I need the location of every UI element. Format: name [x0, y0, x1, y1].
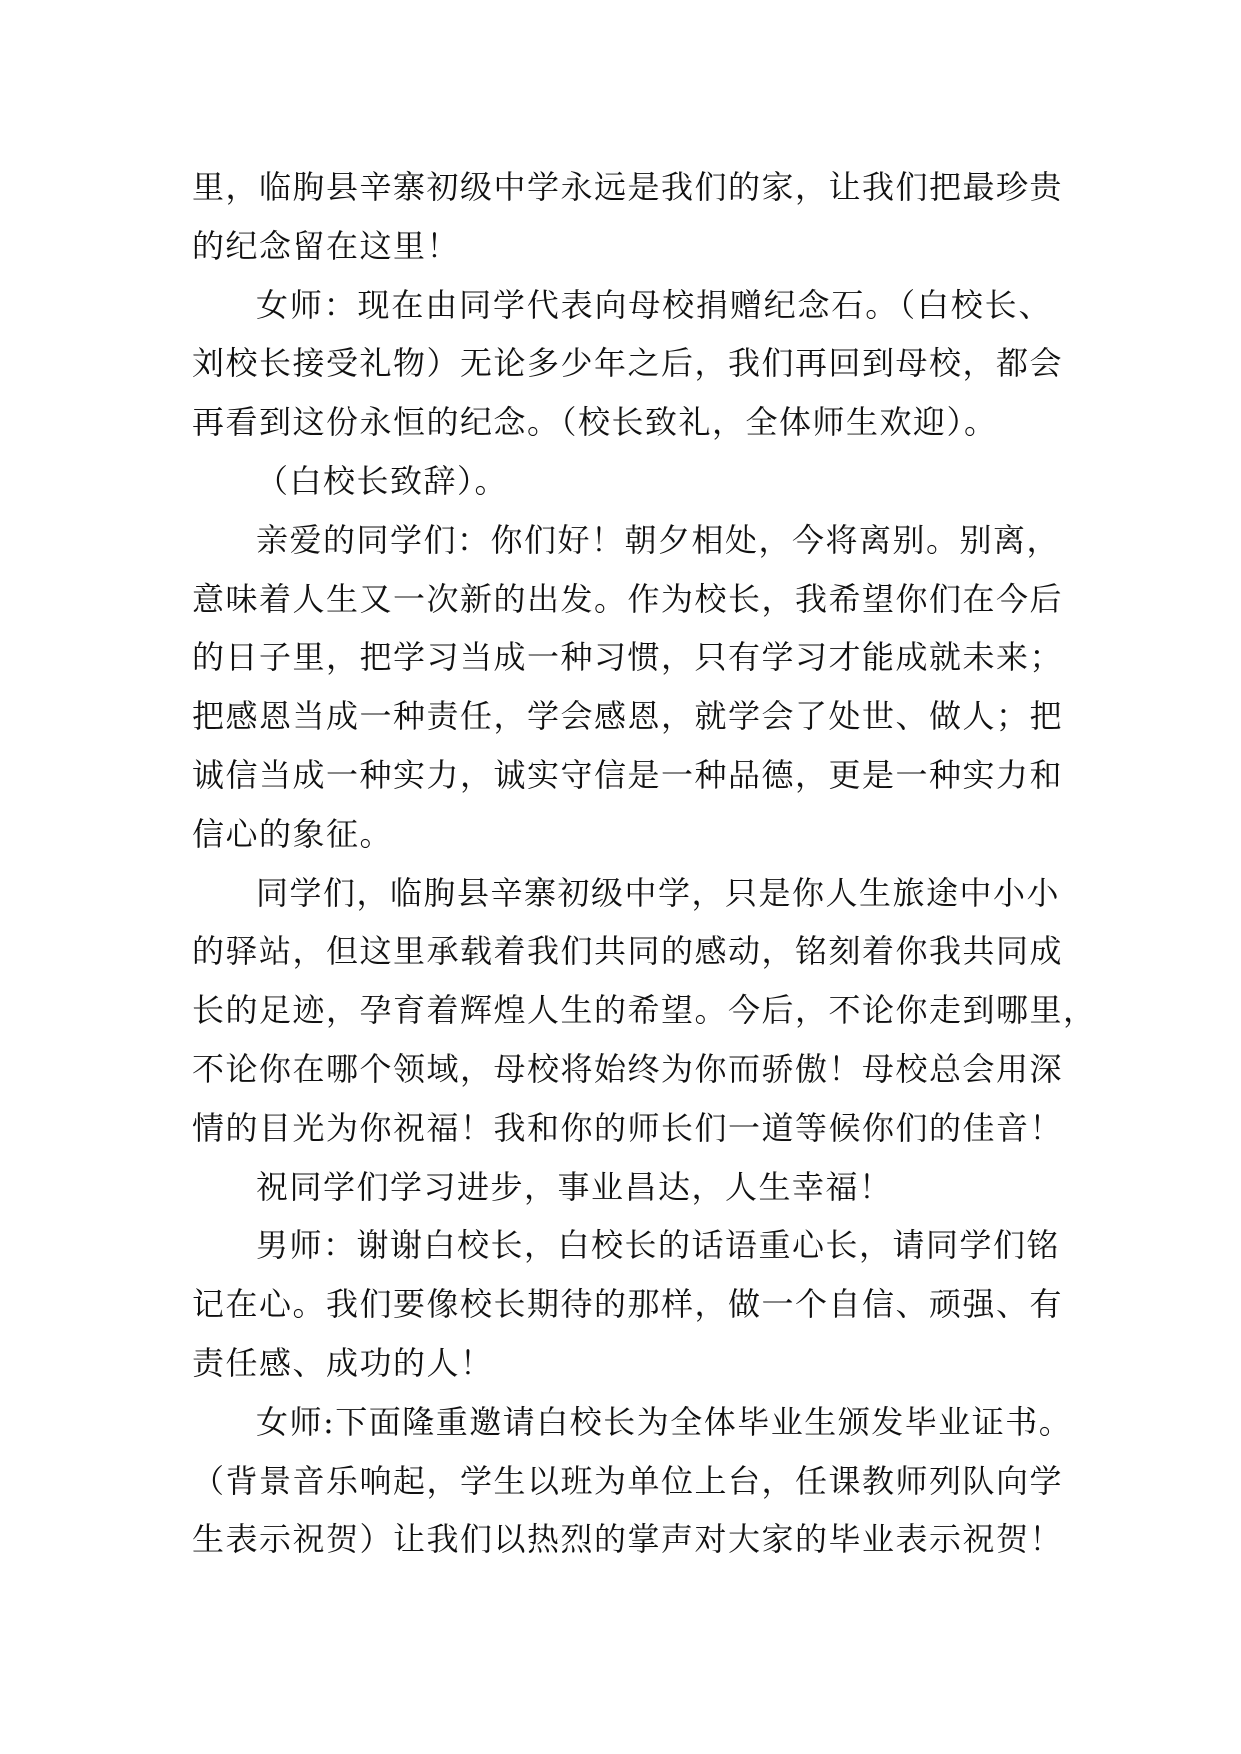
text-line: 生表示祝贺）让我们以热烈的掌声对大家的毕业表示祝贺！ [192, 1520, 1064, 1559]
text-line: 男师：谢谢白校长，白校长的话语重心长，请同学们铭 [256, 1226, 1061, 1265]
text-line: 的驿站，但这里承载着我们共同的感动，铭刻着你我共同成 [192, 932, 1064, 971]
text-line: 记在心。我们要像校长期待的那样，做一个自信、顽强、有 [192, 1285, 1064, 1324]
text-line: 不论你在哪个领域，母校将始终为你而骄傲！母校总会用深 [192, 1049, 1064, 1088]
text-line: 再看到这份永恒的纪念。（校长致礼，全体师生欢迎）。 [192, 403, 998, 442]
text-line: 祝同学们学习进步，事业昌达，人生幸福！ [256, 1167, 893, 1206]
text-line: 长的足迹，孕育着辉煌人生的希望。今后，不论你走到哪里， [192, 991, 1097, 1030]
text-line: 信心的象征。 [192, 814, 394, 853]
text-line: 的纪念留在这里！ [192, 226, 461, 265]
text-line: 把感恩当成一种责任，学会感恩，就学会了处世、做人；把 [192, 697, 1064, 736]
text-line: 意味着人生又一次新的出发。作为校长，我希望你们在今后 [192, 579, 1064, 618]
text-line: 里，临朐县辛寨初级中学永远是我们的家，让我们把最珍贵 [192, 168, 1064, 206]
text-line: 责任感、成功的人！ [192, 1343, 494, 1382]
text-line: 同学们，临朐县辛寨初级中学，只是你人生旅途中小小 [256, 873, 1061, 912]
text-line: 女师:下面隆重邀请白校长为全体毕业生颁发毕业证书。 [256, 1402, 1073, 1441]
text-line: 诚信当成一种实力，诚实守信是一种品德，更是一种实力和 [192, 755, 1064, 794]
text-line: 亲爱的同学们：你们好！朝夕相处，今将离别。别离， [256, 520, 1061, 559]
text-line: 的日子里，把学习当成一种习惯，只有学习才能成就未来； [192, 638, 1064, 677]
text-line: （背景音乐响起，学生以班为单位上台，任课教师列队向学 [192, 1461, 1064, 1500]
text-line: 女师：现在由同学代表向母校捐赠纪念石。（白校长、 [256, 285, 1052, 324]
text-line: （白校长致辞）。 [256, 461, 509, 500]
text-line: 刘校长接受礼物）无论多少年之后，我们再回到母校，都会 [192, 344, 1064, 383]
document-body-text [192, 158, 1097, 1569]
text-line: 情的目光为你祝福！我和你的师长们一道等候你们的佳音！ [192, 1108, 1064, 1147]
